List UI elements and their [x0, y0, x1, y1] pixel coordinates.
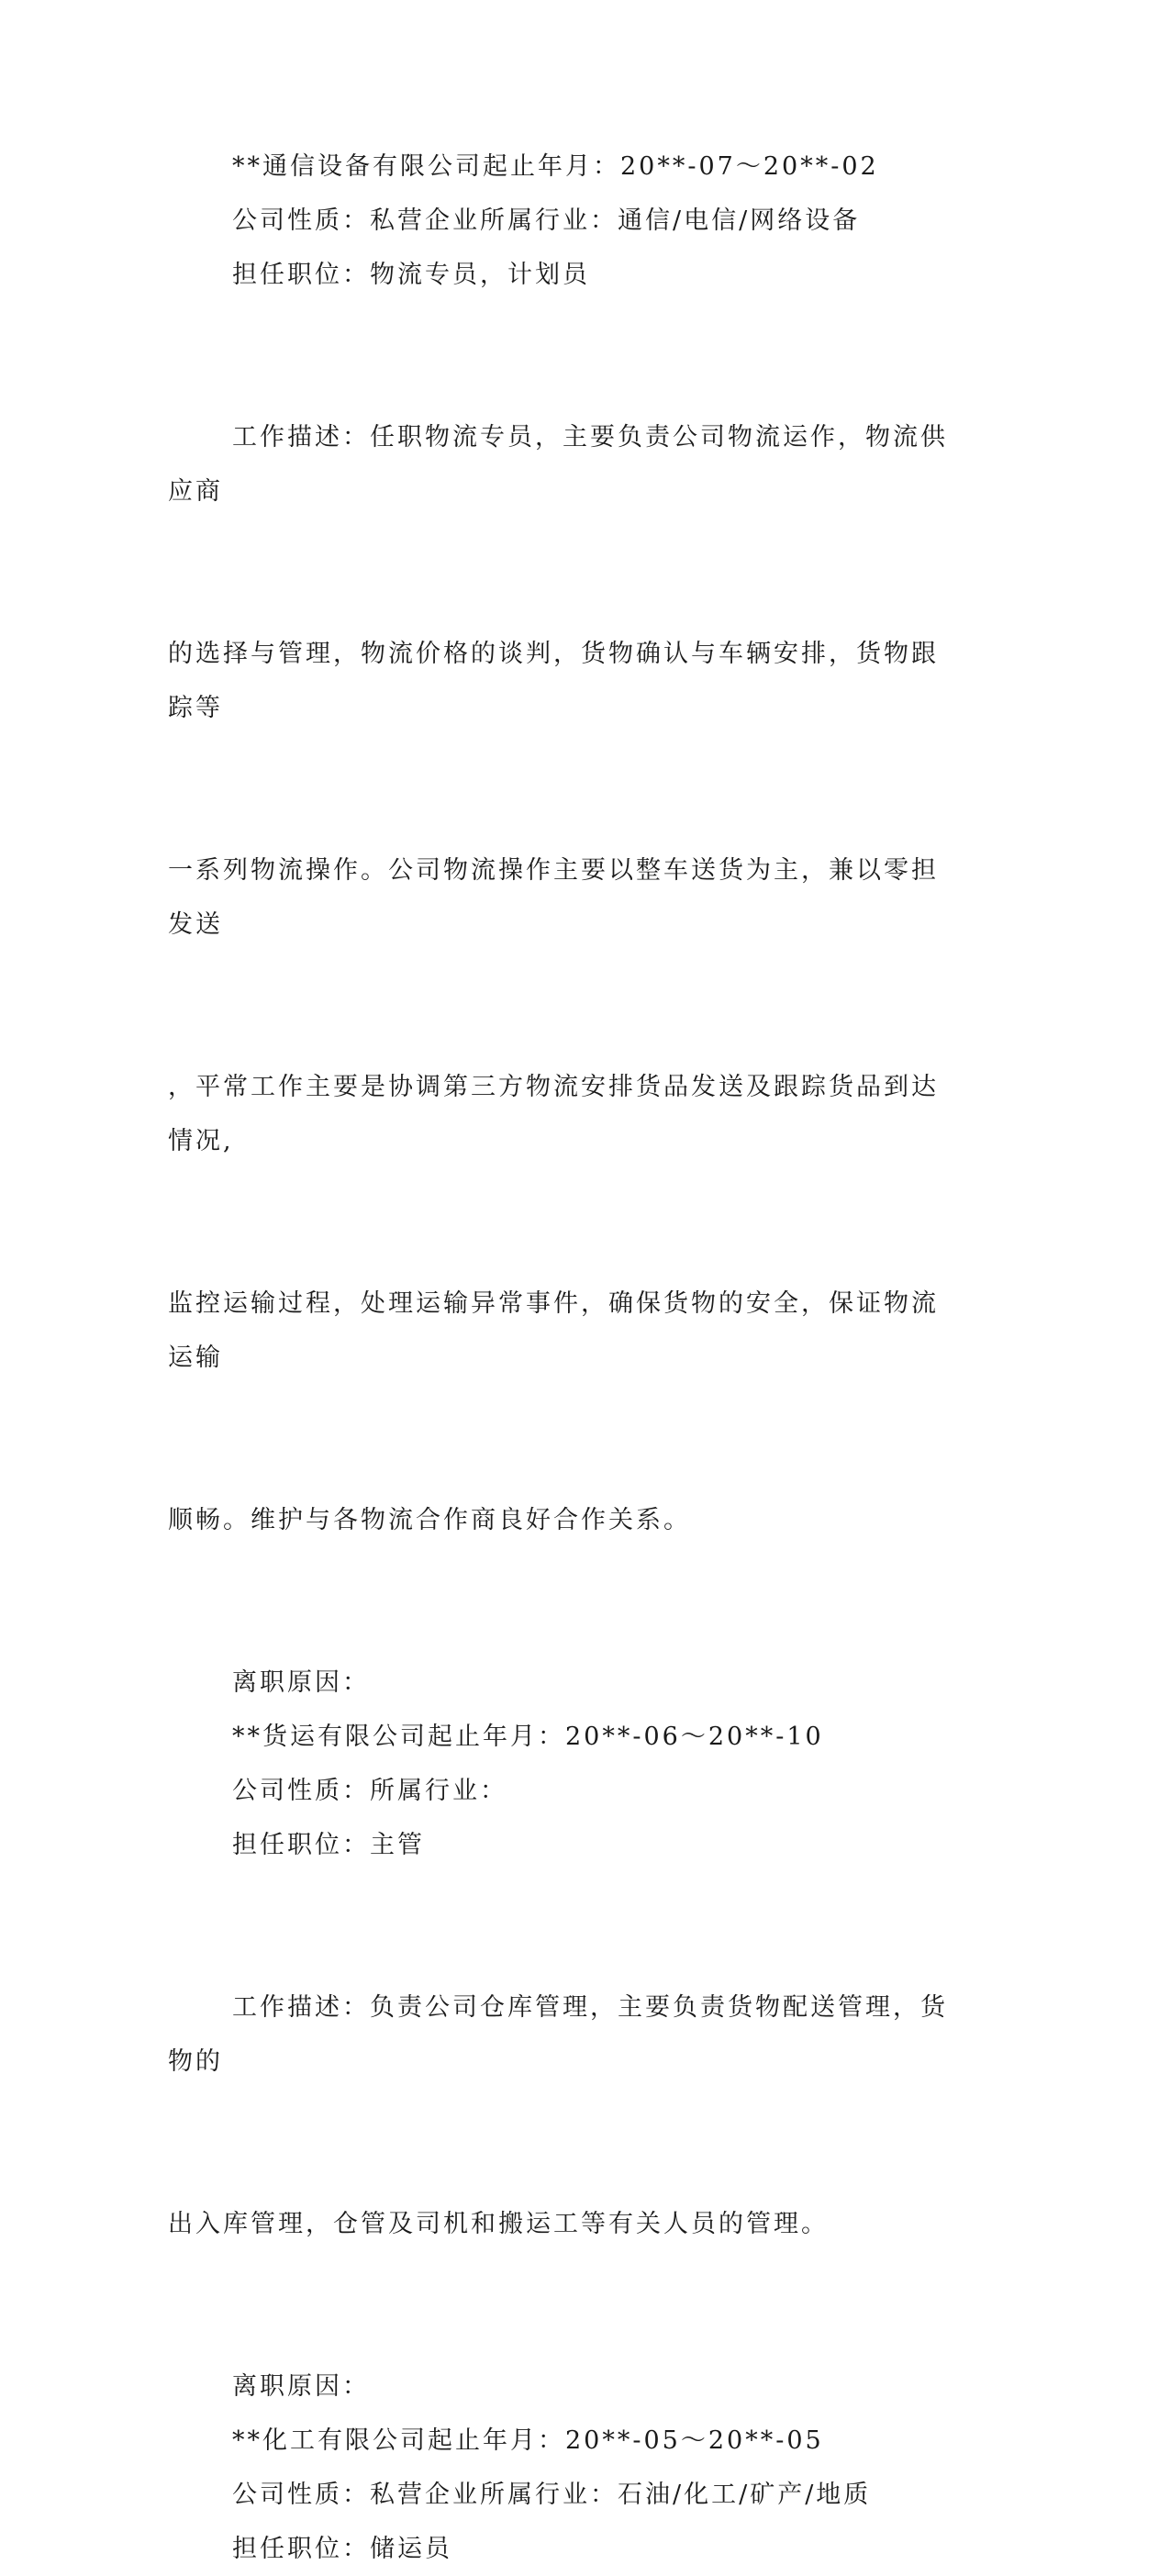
job1-company-dates: **通信设备有限公司起止年月：20**-07～20**-02: [232, 152, 879, 181]
job2-position: 担任职位：主管: [232, 1831, 425, 1859]
job3-position: 担任职位：储运员: [232, 2535, 452, 2563]
job3-company-dates: **化工有限公司起止年月：20**-05～20**-05: [232, 2426, 824, 2455]
job2-company-dates: **货运有限公司起止年月：20**-06～20**-10: [232, 1723, 824, 1751]
job1-description-line: 的选择与管理，物流价格的谈判，货物确认与车辆安排，货物跟踪等: [168, 640, 939, 722]
resume-work-history: [168, 139, 957, 2576]
job2-company-nature-industry: 公司性质：所属行业：: [232, 1777, 507, 1805]
job2-description: [168, 1872, 957, 2359]
job3-company-nature-industry: 公司性质：私营企业所属行业：石油/化工/矿产/地质: [232, 2481, 872, 2509]
job1-description-line: 顺畅。维护与各物流合作商良好合作关系。: [168, 1506, 691, 1534]
job2-leave-reason: 离职原因：: [232, 2372, 370, 2401]
job1-leave-reason: 离职原因：: [232, 1668, 370, 1697]
job1-description-line: 一系列物流操作。公司物流操作主要以整车送货为主，兼以零担发送: [168, 856, 939, 939]
job2-description-line: 出入库管理，仓管及司机和搬运工等有关人员的管理。: [168, 2210, 829, 2238]
job2-description-line: 工作描述：负责公司仓库管理，主要负责货物配送管理，货物的: [168, 1993, 948, 2076]
job1-description-line: ，平常工作主要是协调第三方物流安排货品发送及跟踪货品到达情况,: [168, 1073, 939, 1155]
job1-description-line: 监控运输过程，处理运输异常事件，确保货物的安全，保证物流运输: [168, 1289, 939, 1372]
job1-company-nature-industry: 公司性质：私营企业所属行业：通信/电信/网络设备: [232, 206, 861, 235]
job1-position: 担任职位：物流专员，计划员: [232, 261, 590, 289]
job1-description: [168, 302, 957, 1656]
job1-description-line: 工作描述：任职物流专员，主要负责公司物流运作，物流供应商: [168, 423, 948, 506]
